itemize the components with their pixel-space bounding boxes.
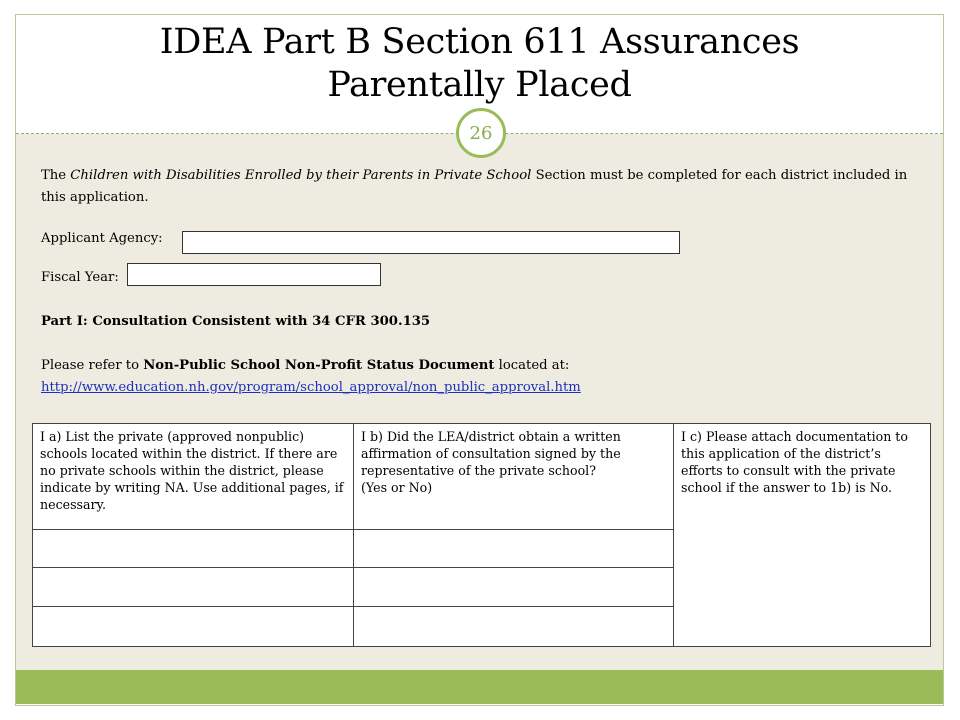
- applicant-agency-label: Applicant Agency:: [41, 231, 163, 246]
- status-document-link[interactable]: http://www.education.nh.gov/program/school_approval/non_public_approval.htm: [41, 380, 581, 395]
- consultation-cell[interactable]: [354, 568, 674, 607]
- header-cell-1a: I a) List the private (approved nonpublic) schools located within the district. If there are no private schools within the district, please indicate by writing NA. Use additional pages, if necessary.: [33, 424, 354, 530]
- fiscal-year-field[interactable]: [127, 263, 381, 286]
- header-cell-1b: I b) Did the LEA/district obtain a written affirmation of consultation signed by the representative of the private school? (Yes or No): [354, 424, 674, 530]
- refer-text: [41, 357, 569, 375]
- intro-text: [41, 165, 911, 209]
- intro-italic: Children with Disabilities Enrolled by their Parents in Private School: [70, 168, 532, 183]
- page-number-badge: 26: [456, 108, 506, 158]
- consultation-cell[interactable]: [354, 607, 674, 647]
- consultation-cell[interactable]: [354, 530, 674, 568]
- title-line-2: Parentally Placed: [327, 65, 632, 105]
- refer-suffix: located at:: [494, 358, 570, 373]
- header-cell-1c: I c) Please attach documentation to this application of the district’s efforts to consult with the private school if the answer to 1b) is No.: [674, 424, 931, 647]
- private-school-table: [32, 423, 931, 647]
- school-name-cell[interactable]: [33, 530, 354, 568]
- refer-bold: Non-Public School Non-Profit Status Document: [143, 358, 495, 373]
- school-name-cell[interactable]: [33, 607, 354, 647]
- part1-heading: Part I: Consultation Consistent with 34 CFR 300.135: [41, 314, 431, 329]
- slide-title: [16, 21, 943, 107]
- title-line-1: IDEA Part B Section 611 Assurances: [159, 22, 800, 62]
- applicant-agency-field[interactable]: [182, 231, 680, 254]
- refer-prefix: Please refer to: [41, 358, 144, 373]
- school-name-cell[interactable]: [33, 568, 354, 607]
- intro-suffix: Section must be completed for each district included in this application.: [41, 168, 908, 205]
- intro-prefix: The: [41, 168, 71, 183]
- footer-bar: [16, 670, 943, 704]
- fiscal-year-label: Fiscal Year:: [41, 270, 119, 285]
